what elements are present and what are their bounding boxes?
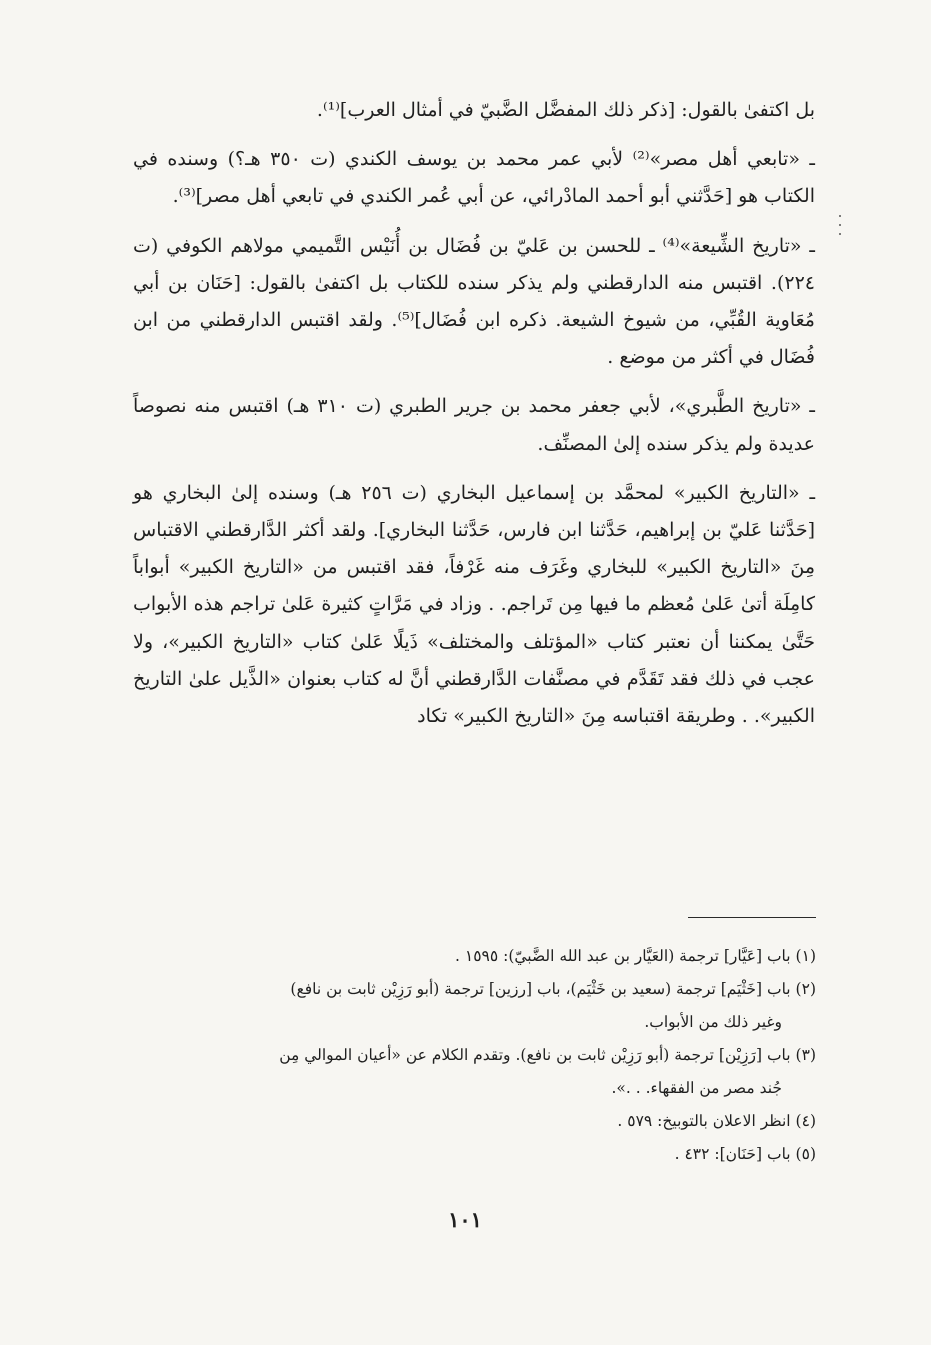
footnote-continuation: جُند مصر من الفقهاء. . .». [611,1079,782,1097]
paragraph: ـ «تابعي أهل مصر»⁽²⁾ لأبي عمر محمد بن يوسف الكندي (ت ٣٥٠ هـ؟) وسنده في الكتاب هو [حَدَّثني أبو أحمد المادْرائي، عن أبي عُمر الكندي في تابعي أهل مصر]⁽³⁾. [133,148,815,208]
footnote-number: (٥) [795,1145,816,1163]
footnote [120,973,816,1006]
paragraph: ـ «تاريخ الطَّبري»، لأبي جعفر محمد بن جرير الطبري (ت ٣١٠ هـ) اقتبس منه نصوصاً عديدة ولم يذكر سنده إلىٰ المصنِّف. [133,395,815,455]
footnote-text: باب [خَثْيَم] ترجمة (سعيد بن خَثْيَم)، باب [رزين] ترجمة (أبو رَزِيْن ثابت بن نافع) [290,980,791,998]
paragraph: ـ «تاريخ الشِّيعة»⁽⁴⁾ ـ للحسن بن عَليّ بن فُضَال بن أُنَيْس التَّميمي مولاهم الكوفي (ت ٢٢٤). اقتبس منه الدارقطني ولم يذكر سنده للكتاب بل اكتفىٰ بالقول: [حَنَان بن أبي مُعَاوية القُبِّي، من شيوخ الشيعة. ذكره ابن فُضَال]⁽⁵⁾. ولقد اقتبس الدارقطني من ابن فُضَال في أكثر من موضع . [133,234,815,369]
footnotes [120,940,816,1171]
footnote [120,940,816,973]
footnote-text: انظر الاعلان بالتوبيخ: ٥٧٩ . [617,1112,791,1130]
footnote-text: باب [حَنَان]: ٤٣٢ . [674,1145,791,1163]
footnote [120,1105,816,1138]
margin-mark [838,215,842,251]
footnote [120,1039,816,1072]
main-text [133,92,815,747]
footnote-number: (١) [795,947,816,965]
page-number: ١٠١ [448,1207,482,1232]
footnote-number: (٤) [795,1112,816,1130]
paragraph: بل اكتفىٰ بالقول: [ذكر ذلك المفضَّل الضَّبيّ في أمثال العرب]⁽¹⁾. [316,99,815,121]
footnote [120,1138,816,1171]
footnote-number: (٢) [795,980,816,998]
footnote-separator [688,917,816,918]
paragraph: ـ «التاريخ الكبير» لمحمَّد بن إسماعيل البخاري (ت ٢٥٦ هـ) وسنده إلىٰ البخاري هو [حَدَّثنا عَليّ بن إبراهيم، حَدَّثنا ابن فارس، حَدَّثنا البخاري]. ولقد أكثر الدَّارقطني الاقتباس مِنَ «التاريخ الكبير» للبخاري وغَرَف منه غَرْفاً، فقد اقتبس من «التاريخ الكبير» أبواباً كامِلَة أتىٰ عَلىٰ مُعظم ما فيها مِن تَراجم. . وزاد في مَرَّاتٍ كثيرة عَلىٰ تراجم هذه الأبواب حَتَّىٰ يمكننا أن نعتبر كتاب «المؤتلف والمختلف» ذَيلًا عَلىٰ كتاب «التاريخ الكبير»، ولا عجب في ذلك فقد تَقَدَّم في مصنَّفات الدَّارقطني أنَّ له كتاب بعنوان «الذَّيل علىٰ التاريخ الكبير». . وطريقة اقتباسه مِنَ «التاريخ الكبير» تكاد [133,481,816,728]
footnote-text: باب [عَيَّار] ترجمة (العَيَّار بن عبد الله الضَّبيّ): ١٥٩٥ . [455,947,791,965]
footnote-continuation: وغير ذلك من الأبواب. [644,1013,782,1031]
footnote-number: (٣) [795,1046,816,1064]
footnote-text: باب [رَزِيْن] ترجمة (أبو رَزِيْن ثابت بن نافع). وتقدم الكلام عن «أعيان الموالي مِن [279,1046,791,1064]
